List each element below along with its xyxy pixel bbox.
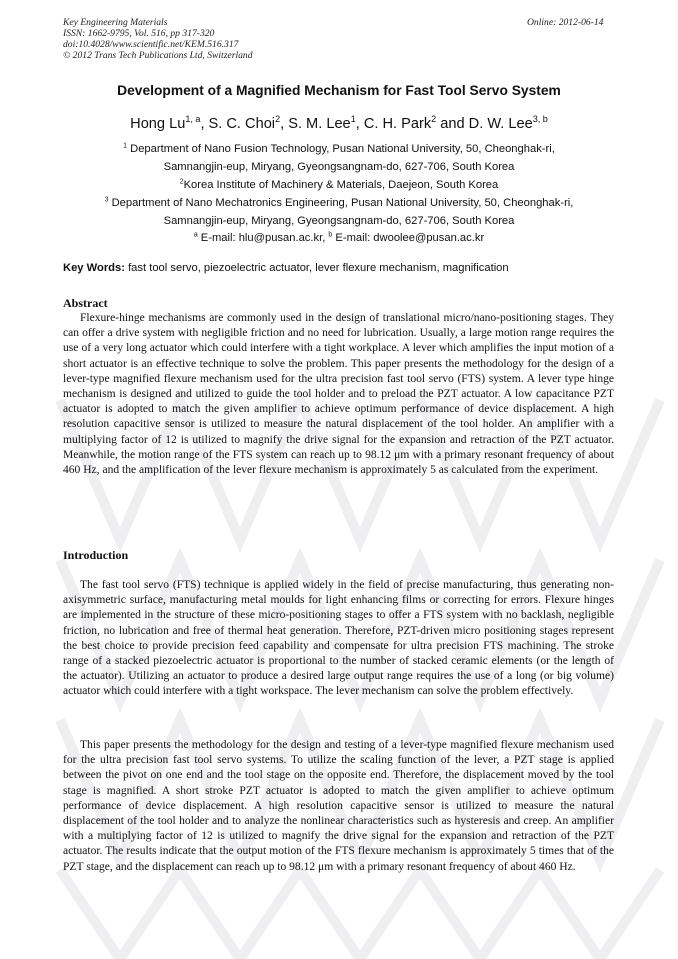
abstract-heading: Abstract [63,296,108,310]
journal-header [63,17,253,61]
affiliation-3: $^3$ Department of Nano Mechatronics Engineering, Pusan National University, 50, Cheonghak-ri, [104,196,574,209]
affiliation-2: $^2$Korea Institute of Machinery & Materials, Daejeon, South Korea [179,178,499,191]
author-affil-mark: 2 [431,114,437,125]
journal-name: Key Engineering Materials [63,17,168,28]
author-name: S. M. Lee [288,116,351,132]
introduction-heading: Introduction [63,548,129,562]
author-list: Hong Lu$^{1, a}$, S. C. Choi$^2$, S. M. Lee$^1$, C. H. Park$^2$ and D. W. Lee$^{3, b}$ [130,114,548,132]
affiliation-1: $^1$ Department of Nano Fusion Technology, Pusan National University, 50, Cheonghak-ri, [123,142,555,155]
abstract-text: Flexure-hinge mechanisms are commonly used in the design of translational micro/nano-positioning stages. They can offer a drive system with negligible friction and no need for lubrication. Usually, a large motion range requires the use of a very long actuator which could interfere with a tight workplace. A lever which amplifies the input motion of a short actuator is an effective technique to solve the problem. This paper presents the methodology for the design of a lever-type magnified flexure mechanism used for the ultra precision fast tool servo (FTS) system. A lever type hinge mechanism is designed and utilized to guide the tool holder and to preload the PZT actuator. A low capacitance PZT actuator is adopted to match the given amplifier to achieve optimum performance of device displacement. A high resolution capacitive sensor is utilized to measure the natural displacement of the tool holder. An amplifier with a multiplying factor of 12 is utilized to magnify the drive signal for the expansion and retraction of the PZT actuator. Meanwhile, the motion range of the FTS system can reach up to 98.12 μm with a primary resonant frequency of about 460 Hz, and the amplification of the lever flexure mechanism is approximately 5 as calculated from the experiment. [63,312,614,477]
affiliation-3-line2: Samnangjin-eup, Miryang, Gyeongsangnam-do, 627-706, South Korea [163,215,515,227]
author-name: D. W. Lee [468,116,533,132]
keywords [63,261,623,275]
author-affil-mark: 3, b [532,114,548,125]
introduction-paragraph: This paper presents the methodology for the design and testing of a lever-type magnified flexure mechanism used for the ultra precision fast tool servo systems. To utilize the scaling function of the lever, a PZT stage is applied between the pivot on one end and the tool stage on the opposite end. Therefore, the displacement moved by the tool stage is magnified. A short stroke PZT actuator is adopted to match the given amplifier to achieve optimum performance of device displacement. A high resolution capacitive sensor is utilized to measure the natural displacement of the tool holder and to analyze the nonlinear characteristics such as hysteresis and creep. An amplifier with a multiplying factor of 12 is utilized to magnify the drive signal for the expansion and retraction of the PZT actuator. The results indicate that the output motion of the FTS flexure mechanism is approximately 5 times that of the PZT stage, and the displacement can reach up to 98.12 μm with a primary resonant frequency of about 460 Hz. [63,739,614,873]
author-affil-mark: 2 [275,114,281,125]
journal-doi: doi:10.4028/www.scientific.net/KEM.516.317 [63,39,239,50]
journal-copyright: © 2012 Trans Tech Publications Ltd, Switzerland [63,50,253,61]
keywords-label: Key Words: [63,262,125,274]
online-date: Online: 2012-06-14 [527,17,604,28]
author-affil-mark: 1, a [185,114,201,125]
author-name: S. C. Choi [208,116,276,132]
introduction-paragraph: The fast tool servo (FTS) technique is applied widely in the field of precise manufacturing, thus generating non-axisymmetric surface, manufacturing metal moulds for light enhancing films or correcting for errors. Flexure hinges are implemented in the structure of these micro-positioning stages to offer a FTS system with no backlash, negligible friction, no lubrication and free of thermal heat generation. Therefore, PZT-driven micro positioning stages represent the best choice to provide precision feed capability and compensate for ultra precision FTS machining. The stroke range of a stacked piezoelectric actuator is proportional to the number of stacked ceramic elements (or the length of the actuator). Utilizing an actuator to produce a desired large output range requires the use of a long (or big volume) actuator which could interfere with a tight workspace. The lever mechanism can solve the problem effectively. [63,579,614,698]
keywords-text: fast tool servo, piezoelectric actuator, lever flexure mechanism, magnification [124,262,509,274]
author-emails: $^a$ E-mail: hlu@pusan.ac.kr, $^b$ E-mail: dwoolee@pusan.ac.kr [193,231,485,244]
affiliation-1-line2: Samnangjin-eup, Miryang, Gyeongsangnam-do, 627-706, South Korea [163,161,515,173]
author-name: C. H. Park [363,116,432,132]
journal-issn: ISSN: 1662-9795, Vol. 516, pp 317-320 [63,28,215,39]
author-affil-mark: 1 [350,114,356,125]
email-b: E-mail: dwoolee@pusan.ac.kr [332,232,485,244]
paper-title: Development of a Magnified Mechanism for Fast Tool Servo System [117,83,561,98]
email-a: E-mail: hlu@pusan.ac.kr, [197,232,329,244]
author-name: Hong Lu [130,116,186,132]
